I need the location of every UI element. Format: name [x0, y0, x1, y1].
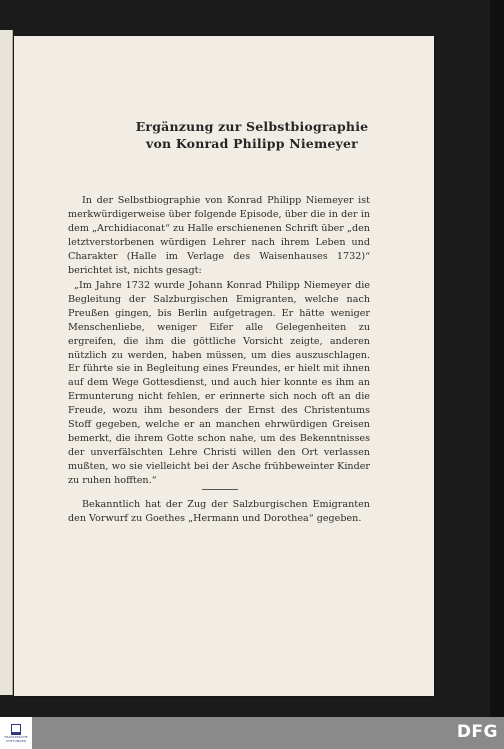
intro-paragraph: In der Selbstbiographie von Konrad Philipp Niemeyer ist merkwürdigerweise über folgende Episode, über die in der in dem „Archidiaconat“ zu Halle erschienenen Schrift über „den letztverstorbenen würdigen Lehrer nach ihrem Leben und Charakter (Halle im Verlage des Waisenhauses 1732)“ berichtet ist, nichts gesagt: — [68, 195, 370, 276]
franckesche-stiftungen-logo[interactable] — [0, 717, 32, 749]
background-strip — [490, 0, 504, 717]
viewer-footer-bar — [0, 717, 504, 749]
section-divider — [202, 489, 238, 490]
quote-paragraph: „Im Jahre 1732 wurde Johann Konrad Philipp Niemeyer die Begleitung der Salzburgischen Emigranten, welche nach Preußen gingen, bis Berlin aufgetragen. Er hätte weniger Menschenliebe, weniger Eifer alle Gelegenheiten zu ergreifen, die ihm die göttliche Vorsicht zeigte, anderen nützlich zu werden, haben müssen, um dies auszuschlagen. Er führte sie in Begleitung eines Freundes, er hielt mit ihnen auf dem Wege Gottesdienst, und auch hier konnte es ihm an Ermunterung nicht fehlen, er erinnerte sich noch oft an die Freude, wozu ihm besonders der Ernst des Christentums Stoff gegeben, welche er an manchen ehrwürdigen Greisen bemerkt, die ihrem Gotte schon nahe, um des Bekenntnisses der unverfälschten Lehre Christi willen den Ort verlassen mußten, wo sie vielleicht bei der Asche frühbeweinter Kinder zu ruhen hofften.“ — [68, 280, 370, 486]
closing-paragraph: Bekanntlich hat der Zug der Salzburgischen Emigranten den Vorwurf zu Goethes „Hermann und Dorothea“ gegeben. — [68, 499, 370, 524]
institution-logo-text: FRANCKESCHE STIFTUNGEN — [4, 735, 28, 743]
page-title — [0, 118, 504, 152]
title-line-1: Ergänzung zur Selbstbiographie — [135, 119, 369, 134]
title-line-2: von Konrad Philipp Niemeyer — [146, 136, 358, 151]
institution-emblem-icon — [11, 724, 21, 735]
dfg-logo[interactable]: DFG — [456, 722, 498, 742]
